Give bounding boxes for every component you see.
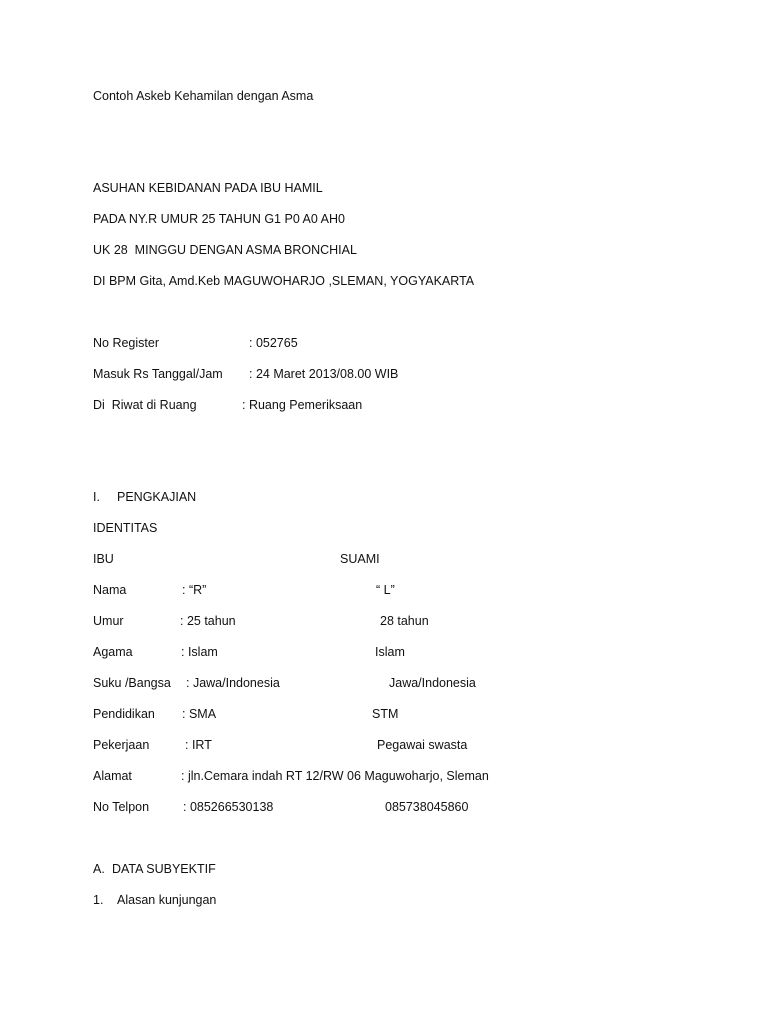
heading-line-1: ASUHAN KEBIDANAN PADA IBU HAMIL (93, 181, 323, 195)
column-header-suami: SUAMI (340, 552, 380, 566)
admission-label: Masuk Rs Tanggal/Jam (93, 367, 223, 381)
identity-ibu-value: : 085266530138 (183, 800, 274, 814)
identity-label: Alamat (93, 769, 132, 783)
identity-label: Nama (93, 583, 127, 597)
register-label: No Register (93, 336, 159, 350)
identity-ibu-value: : Islam (181, 645, 218, 659)
identity-ibu-value: : IRT (185, 738, 212, 752)
identity-ibu-value: : “R” (182, 583, 207, 597)
subsection-title: DATA SUBYEKTIF (112, 862, 216, 876)
identity-ibu-value: : jln.Cemara indah RT 12/RW 06 Maguwoharjo, Sleman (181, 769, 489, 783)
list-item-title: Alasan kunjungan (117, 893, 217, 907)
section-title: PENGKAJIAN (117, 490, 197, 504)
identity-label: Pekerjaan (93, 738, 150, 752)
identity-suami-value: STM (372, 707, 399, 721)
identity-suami-value: Islam (375, 645, 405, 659)
identity-label: Pendidikan (93, 707, 155, 721)
identity-label: Umur (93, 614, 124, 628)
identity-suami-value: “ L” (376, 583, 395, 597)
heading-line-4: DI BPM Gita, Amd.Keb MAGUWOHARJO ,SLEMAN, YOGYAKARTA (93, 274, 475, 288)
register-value: : 052765 (249, 336, 298, 350)
identity-label: No Telpon (93, 800, 150, 814)
identity-suami-value: 28 tahun (380, 614, 429, 628)
subsection-label: A. (93, 862, 105, 876)
room-value: : Ruang Pemeriksaan (242, 398, 363, 412)
identity-label: Suku /Bangsa (93, 676, 171, 690)
admission-value: : 24 Maret 2013/08.00 WIB (249, 367, 399, 381)
identitas-heading: IDENTITAS (93, 521, 158, 535)
identity-suami-value: Pegawai swasta (377, 738, 468, 752)
heading-line-3: UK 28 MINGGU DENGAN ASMA BRONCHIAL (93, 243, 357, 257)
identity-suami-value: 085738045860 (385, 800, 469, 814)
identity-suami-value: Jawa/Indonesia (389, 676, 476, 690)
identity-ibu-value: : SMA (182, 707, 217, 721)
heading-line-2: PADA NY.R UMUR 25 TAHUN G1 P0 A0 AH0 (93, 212, 345, 226)
identity-ibu-value: : Jawa/Indonesia (186, 676, 280, 690)
list-item-number: 1. (93, 893, 104, 907)
section-number: I. (93, 490, 100, 504)
identity-ibu-value: : 25 tahun (180, 614, 236, 628)
document-title: Contoh Askeb Kehamilan dengan Asma (93, 89, 314, 103)
room-label: Di Riwat di Ruang (93, 398, 197, 412)
identity-label: Agama (93, 645, 133, 659)
column-header-ibu: IBU (93, 552, 114, 566)
